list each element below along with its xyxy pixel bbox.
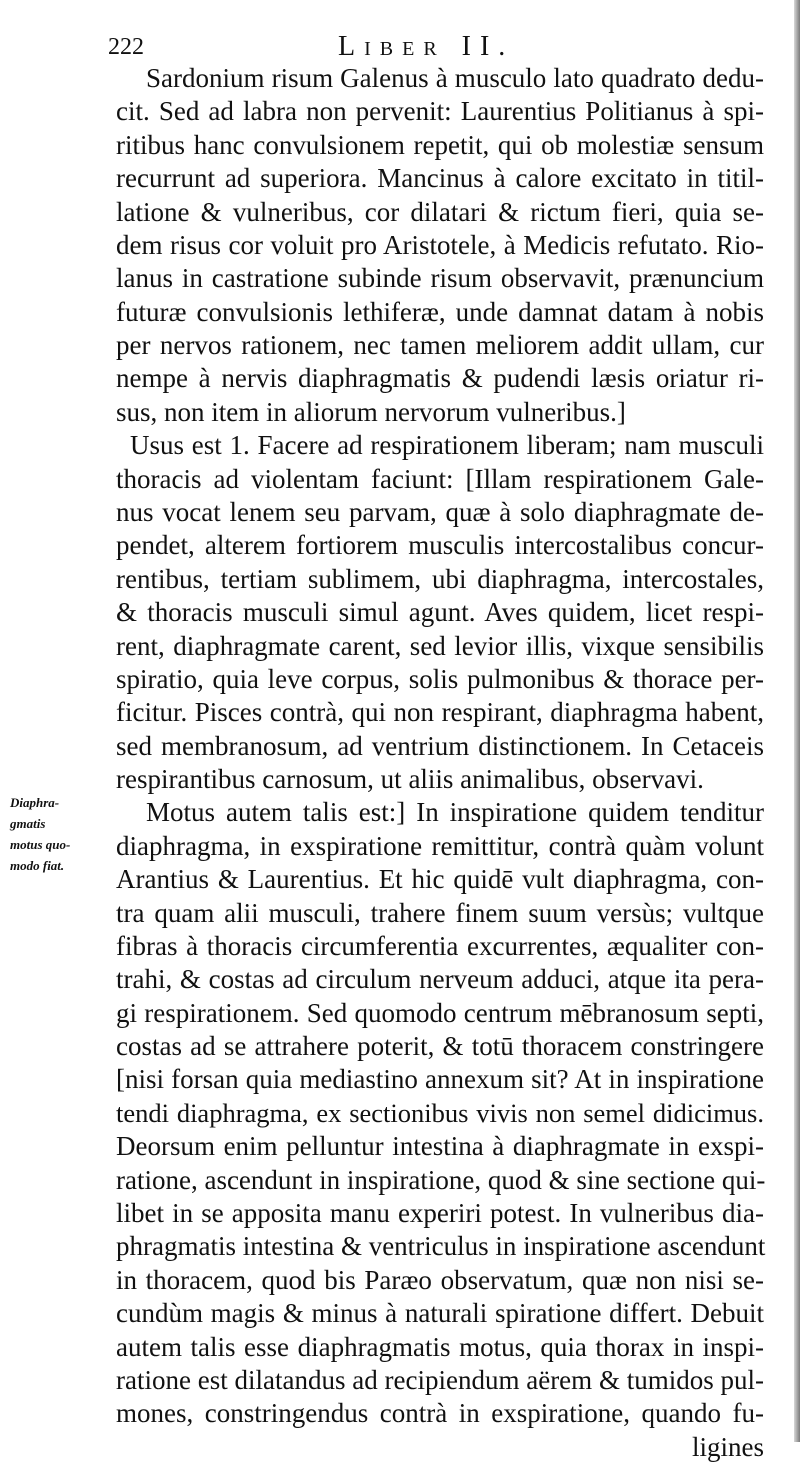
text-line: per nervos rationem, nec tamen meliorem addit ullam, cur: [116, 330, 764, 360]
text-line: ficitur. Pisces contrà, qui non respirant, diaphragma habent,: [116, 697, 764, 728]
text-line: recurrunt ad superiora. Mancinus à calore excitato in titil-: [116, 163, 764, 194]
text-line: rent, diaphragmate carent, sed levior illis, vixque sensibilis: [116, 630, 764, 661]
running-head: [108, 30, 768, 64]
marginal-note-line: motus quo-: [10, 837, 71, 853]
running-title: Liber II.: [338, 31, 515, 62]
text-line: cit. Sed ad labra non pervenit: Laurentius Politianus à spi-: [116, 96, 764, 127]
text-line: cundùm magis & minus à naturali spiratione differt. Debuit: [116, 1298, 764, 1329]
text-line: dem risus cor voluit pro Aristotele, à Medicis refutato. Rio-: [116, 229, 764, 260]
text-line: & thoracis musculi simul agunt. Aves quidem, licet respi-: [116, 597, 764, 628]
text-line: pendet, alterem fortiorem musculis intercostalibus concur-: [116, 530, 764, 561]
text-line: thoracis ad violentam faciunt: [Illam respirationem Gale-: [116, 463, 764, 494]
text-line: nempe à nervis diaphragmatis & pudendi læsis oriatur ri-: [116, 363, 764, 394]
text-line: trahi, & costas ad circulum nerveum adduci, atque ita pera-: [116, 964, 764, 995]
text-line: Deorsum enim pelluntur intestina à diaphragmate in exspi-: [116, 1131, 764, 1162]
text-line: autem talis esse diaphragmatis motus, quia thorax in inspi-: [116, 1331, 764, 1362]
page-edge-shadow: [794, 0, 800, 1442]
text-line: libet in se apposita manu experiri potest. In vulneribus dia-: [116, 1198, 764, 1228]
text-line: sus, non item in aliorum nervorum vulneribus.]: [116, 396, 626, 427]
text-line: sed membranosum, ad ventrium distinctionem. In Cetaceis: [116, 730, 764, 761]
marginal-note: [10, 792, 120, 876]
catchword: ligines: [692, 1431, 764, 1462]
text-line: tendi diaphragma, ex sectionibus vivis non semel didicimus.: [116, 1097, 764, 1128]
text-line: spiratio, quia leve corpus, solis pulmonibus & thorace per-: [116, 663, 764, 694]
text-line: rentibus, tertiam sublimem, ubi diaphragma, intercostales,: [116, 563, 764, 594]
text-line: costas ad se attrahere poterit, & totū thoracem constringere: [116, 1031, 764, 1061]
text-line: futuræ convulsionis lethiferæ, unde damnat datam à nobis: [116, 296, 764, 327]
text-line: in thoracem, quod bis Paræo observatum, quæ non nisi se-: [116, 1264, 764, 1295]
text-line: gi respirationem. Sed quomodo centrum mēbranosum septi,: [116, 997, 764, 1028]
text-line: ratione, ascendunt in inspiratione, quod & sine sectione qui-: [116, 1164, 766, 1195]
marginal-note-line: Diaphra-: [10, 795, 60, 811]
text-line: phragmatis intestina & ventriculus in inspiratione ascendunt: [116, 1231, 766, 1262]
text-line: lanus in castratione subinde risum observavit, prænuncium: [116, 263, 764, 294]
text-line: fibras à thoracis circumferentia excurrentes, æqualiter con-: [116, 930, 764, 961]
text-line: mones, constringendus contrà in exspiratione, quando fu-: [116, 1398, 764, 1429]
marginal-note-line: modo fiat.: [10, 858, 65, 874]
text-line: ritibus hanc convulsionem repetit, qui ob molestiæ sensum: [116, 129, 764, 160]
text-line: ratione est dilatandus ad recipiendum aërem & tumidos pul-: [116, 1364, 764, 1395]
text-line: Arantius & Laurentius. Et hic quidē vult diaphragma, con-: [116, 864, 764, 895]
page-number: 222: [108, 34, 144, 60]
text-line: latione & vulneribus, cor dilatari & rictum fieri, quia se-: [116, 196, 764, 227]
text-line: nus vocat lenem seu parvam, quæ à solo diaphragmate de-: [116, 497, 764, 527]
text-line: Sardonium risum Galenus à musculo lato quadrato dedu-: [146, 63, 764, 93]
text-line: respirantibus carnosum, ut aliis animalibus, observavi.: [116, 764, 704, 794]
marginal-note-line: gmatis: [10, 816, 46, 832]
text-line: tra quam alii musculi, trahere finem suum versùs; vultque: [116, 897, 764, 928]
text-line: Usus est 1. Facere ad respirationem liberam; nam musculi: [130, 430, 764, 461]
text-line: [nisi forsan quia mediastino annexum sit? At in inspiratione: [116, 1064, 764, 1095]
text-line: diaphragma, in exspiratione remittitur, contrà quàm volunt: [116, 830, 764, 861]
text-line: Motus autem talis est:] In inspiratione quidem tenditur: [146, 797, 764, 828]
